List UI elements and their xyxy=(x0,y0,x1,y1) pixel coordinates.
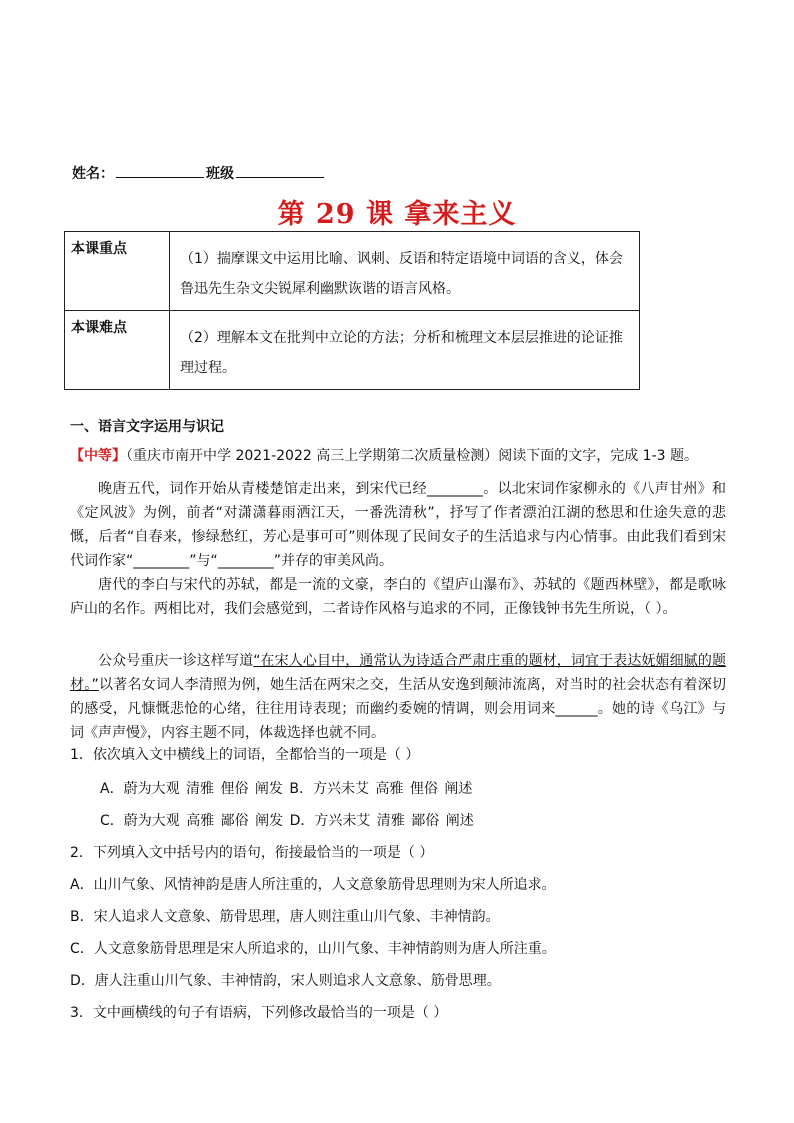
lesson-title: 第 29 课 拿来主义 xyxy=(277,199,517,230)
difficult-point-text: （2）理解本文在批判中立论的方法；分析和梳理文本层层推进的论证推理过程。 xyxy=(170,311,640,390)
name-class-row xyxy=(72,163,326,183)
table-row xyxy=(65,232,640,311)
question-1-options-row-1: A．蔚为大观 清雅 俚俗 阐发 B．方兴未艾 高雅 俚俗 阐述 xyxy=(100,781,473,797)
intro-text: （重庆市南开中学 2021-2022 高三上学期第二次质量检测）阅读下面的文字，完成 1-3 题。 xyxy=(126,448,698,464)
question-2-option-b: B．宋人追求人文意象、筋骨思理，唐人则注重山川气象、丰神情韵。 xyxy=(70,909,500,925)
paragraph-3-rest: 以著名女词人李清照为例，她生活在两宋之交，生活从安逸到颠沛流离，对当时的社会状态有着深切的感受，凡慷慨悲怆的心绪，往往用诗表现；而幽约委婉的情调，则会用词来______。她的诗《乌江》与词《声声慢》，内容主题不同，体裁选择也就不同。 xyxy=(70,677,726,741)
question-2-option-d: D．唐人注重山川气象、丰神情韵，宋人则追求人文意象、筋骨思理。 xyxy=(70,973,501,989)
key-point-label: 本课重点 xyxy=(65,232,170,311)
difficulty-tag: 【中等】 xyxy=(70,448,126,464)
section-heading: 一、语言文字运用与识记 xyxy=(70,419,224,435)
difficult-point-label: 本课难点 xyxy=(65,311,170,390)
question-1: 1．依次填入文中横线上的词语，全都恰当的一项是（ ） xyxy=(70,747,420,763)
table-row xyxy=(65,311,640,390)
passage-paragraph-3 xyxy=(70,649,726,745)
question-2: 2．下列填入文中括号内的语句，衔接最恰当的一项是（ ） xyxy=(70,845,434,861)
keypoints-table xyxy=(64,231,640,390)
passage-paragraph-1: 晚唐五代，词作开始从青楼楚馆走出来，到宋代已经________。以北宋词作家柳永的《八声甘州》和《定风波》为例，前者“对潇潇暮雨洒江天，一番洗清秋”，抒写了作者漂泊江湖的愁思和仕途失意的悲慨，后者“自春来，惨绿愁红，芳心是事可可”则体现了民间女子的生活追求与内心情事。由此我们看到宋代词作家“________”与“________”并存的审美风尚。 xyxy=(70,481,726,569)
question-2-option-a: A．山川气象、风情神韵是唐人所注重的，人文意象筋骨思理则为宋人所追求。 xyxy=(70,877,556,893)
class-blank xyxy=(236,163,324,178)
name-blank xyxy=(116,163,204,178)
question-1-options-row-2: C．蔚为大观 高雅 鄙俗 阐发 D．方兴未艾 清雅 鄙俗 阐述 xyxy=(100,813,474,829)
passage-paragraph-2: 唐代的李白与宋代的苏轼，都是一流的文豪，李白的《望庐山瀑布》、苏轼的《题西林壁》，都是歌咏庐山的名作。两相比对，我们会感觉到，二者诗作风格与追求的不同，正像钱钟书先生所说，（ ）。 xyxy=(70,577,726,617)
class-label: 班级 xyxy=(206,166,234,182)
name-label: 姓名： xyxy=(72,166,114,182)
key-point-text: （1）揣摩课文中运用比喻、讽刺、反语和特定语境中词语的含义，体会鲁迅先生杂文尖锐犀利幽默诙谐的语言风格。 xyxy=(170,232,640,311)
question-3: 3．文中画横线的句子有语病，下列修改最恰当的一项是（ ） xyxy=(70,1005,448,1021)
question-2-option-c: C．人文意象筋骨思理是宋人所追求的，山川气象、丰神情韵则为唐人所注重。 xyxy=(70,941,556,957)
underlined-sentence: “在宋人心目中，通常认为诗适合严肃庄重的题材，词宜于表达妩媚细腻的题材。” xyxy=(70,653,726,693)
reading-intro xyxy=(70,445,720,465)
paragraph-3-lead: 公众号重庆一诊这样写道 xyxy=(98,653,254,669)
